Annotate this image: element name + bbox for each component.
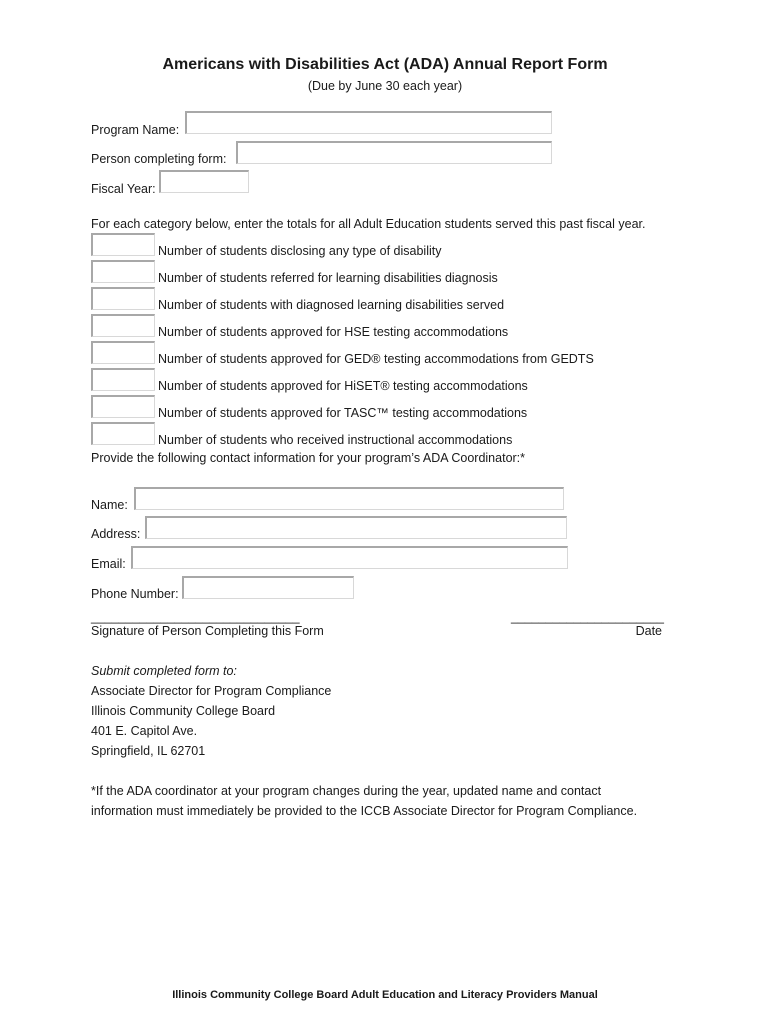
page-title: Americans with Disabilities Act (ADA) Annual Report Form xyxy=(162,56,608,73)
category-count-input-2[interactable] xyxy=(91,260,155,283)
coordinator-phone-input[interactable] xyxy=(182,576,354,599)
coordinator-phone-label: Phone Number: xyxy=(91,587,179,601)
category-count-input-7[interactable] xyxy=(91,395,155,418)
category-label-6: Number of students approved for HiSET® testing accommodations xyxy=(158,379,528,393)
fiscal-year-input[interactable] xyxy=(159,170,249,193)
category-count-input-6[interactable] xyxy=(91,368,155,391)
coordinator-address-label: Address: xyxy=(91,527,141,541)
page-footer: Illinois Community College Board Adult Education and Literacy Providers Manual xyxy=(172,989,598,1001)
category-label-3: Number of students with diagnosed learning disabilities served xyxy=(158,298,505,312)
note-line-1: *If the ADA coordinator at your program changes during the year, updated name and contact xyxy=(91,784,602,798)
coordinator-name-input[interactable] xyxy=(134,487,564,510)
category-count-input-4[interactable] xyxy=(91,314,155,337)
note-line-2: information must immediately be provided to the ICCB Associate Director for Program Compliance. xyxy=(91,804,638,818)
submit-organization: Illinois Community College Board xyxy=(91,704,276,718)
fiscal-year-label: Fiscal Year: xyxy=(91,182,156,196)
page-subtitle: (Due by June 30 each year) xyxy=(307,79,463,93)
person-completing-label: Person completing form: xyxy=(91,152,227,166)
category-count-input-5[interactable] xyxy=(91,341,155,364)
category-count-input-1[interactable] xyxy=(91,233,155,256)
coordinator-email-label: Email: xyxy=(91,557,126,571)
submit-street: 401 E. Capitol Ave. xyxy=(91,724,198,738)
contact-instruction: Provide the following contact information for your program’s ADA Coordinator:* xyxy=(91,451,526,465)
category-label-4: Number of students approved for HSE testing accommodations xyxy=(158,325,509,339)
date-line: ______________________ xyxy=(511,610,664,624)
category-label-7: Number of students approved for TASC™ testing accommodations xyxy=(158,406,528,420)
category-count-input-8[interactable] xyxy=(91,422,155,445)
program-name-label: Program Name: xyxy=(91,123,180,137)
person-completing-input[interactable] xyxy=(236,141,552,164)
coordinator-email-input[interactable] xyxy=(131,546,568,569)
category-label-8: Number of students who received instructional accommodations xyxy=(158,433,513,447)
date-label: Date xyxy=(635,624,662,638)
signature-line: ______________________________ xyxy=(91,610,300,624)
submit-city: Springfield, IL 62701 xyxy=(91,744,206,758)
submit-heading: Submit completed form to: xyxy=(91,664,237,678)
submit-recipient-title: Associate Director for Program Compliance xyxy=(91,684,332,698)
coordinator-address-input[interactable] xyxy=(145,516,567,539)
program-name-input[interactable] xyxy=(185,111,552,134)
category-count-input-3[interactable] xyxy=(91,287,155,310)
category-label-1: Number of students disclosing any type of disability xyxy=(158,244,442,258)
signature-label: Signature of Person Completing this Form xyxy=(91,624,324,638)
coordinator-name-label: Name: xyxy=(91,498,128,512)
category-label-5: Number of students approved for GED® testing accommodations from GEDTS xyxy=(158,352,594,366)
category-label-2: Number of students referred for learning disabilities diagnosis xyxy=(158,271,498,285)
category-instruction: For each category below, enter the totals for all Adult Education students served this past fiscal year. xyxy=(91,217,646,231)
